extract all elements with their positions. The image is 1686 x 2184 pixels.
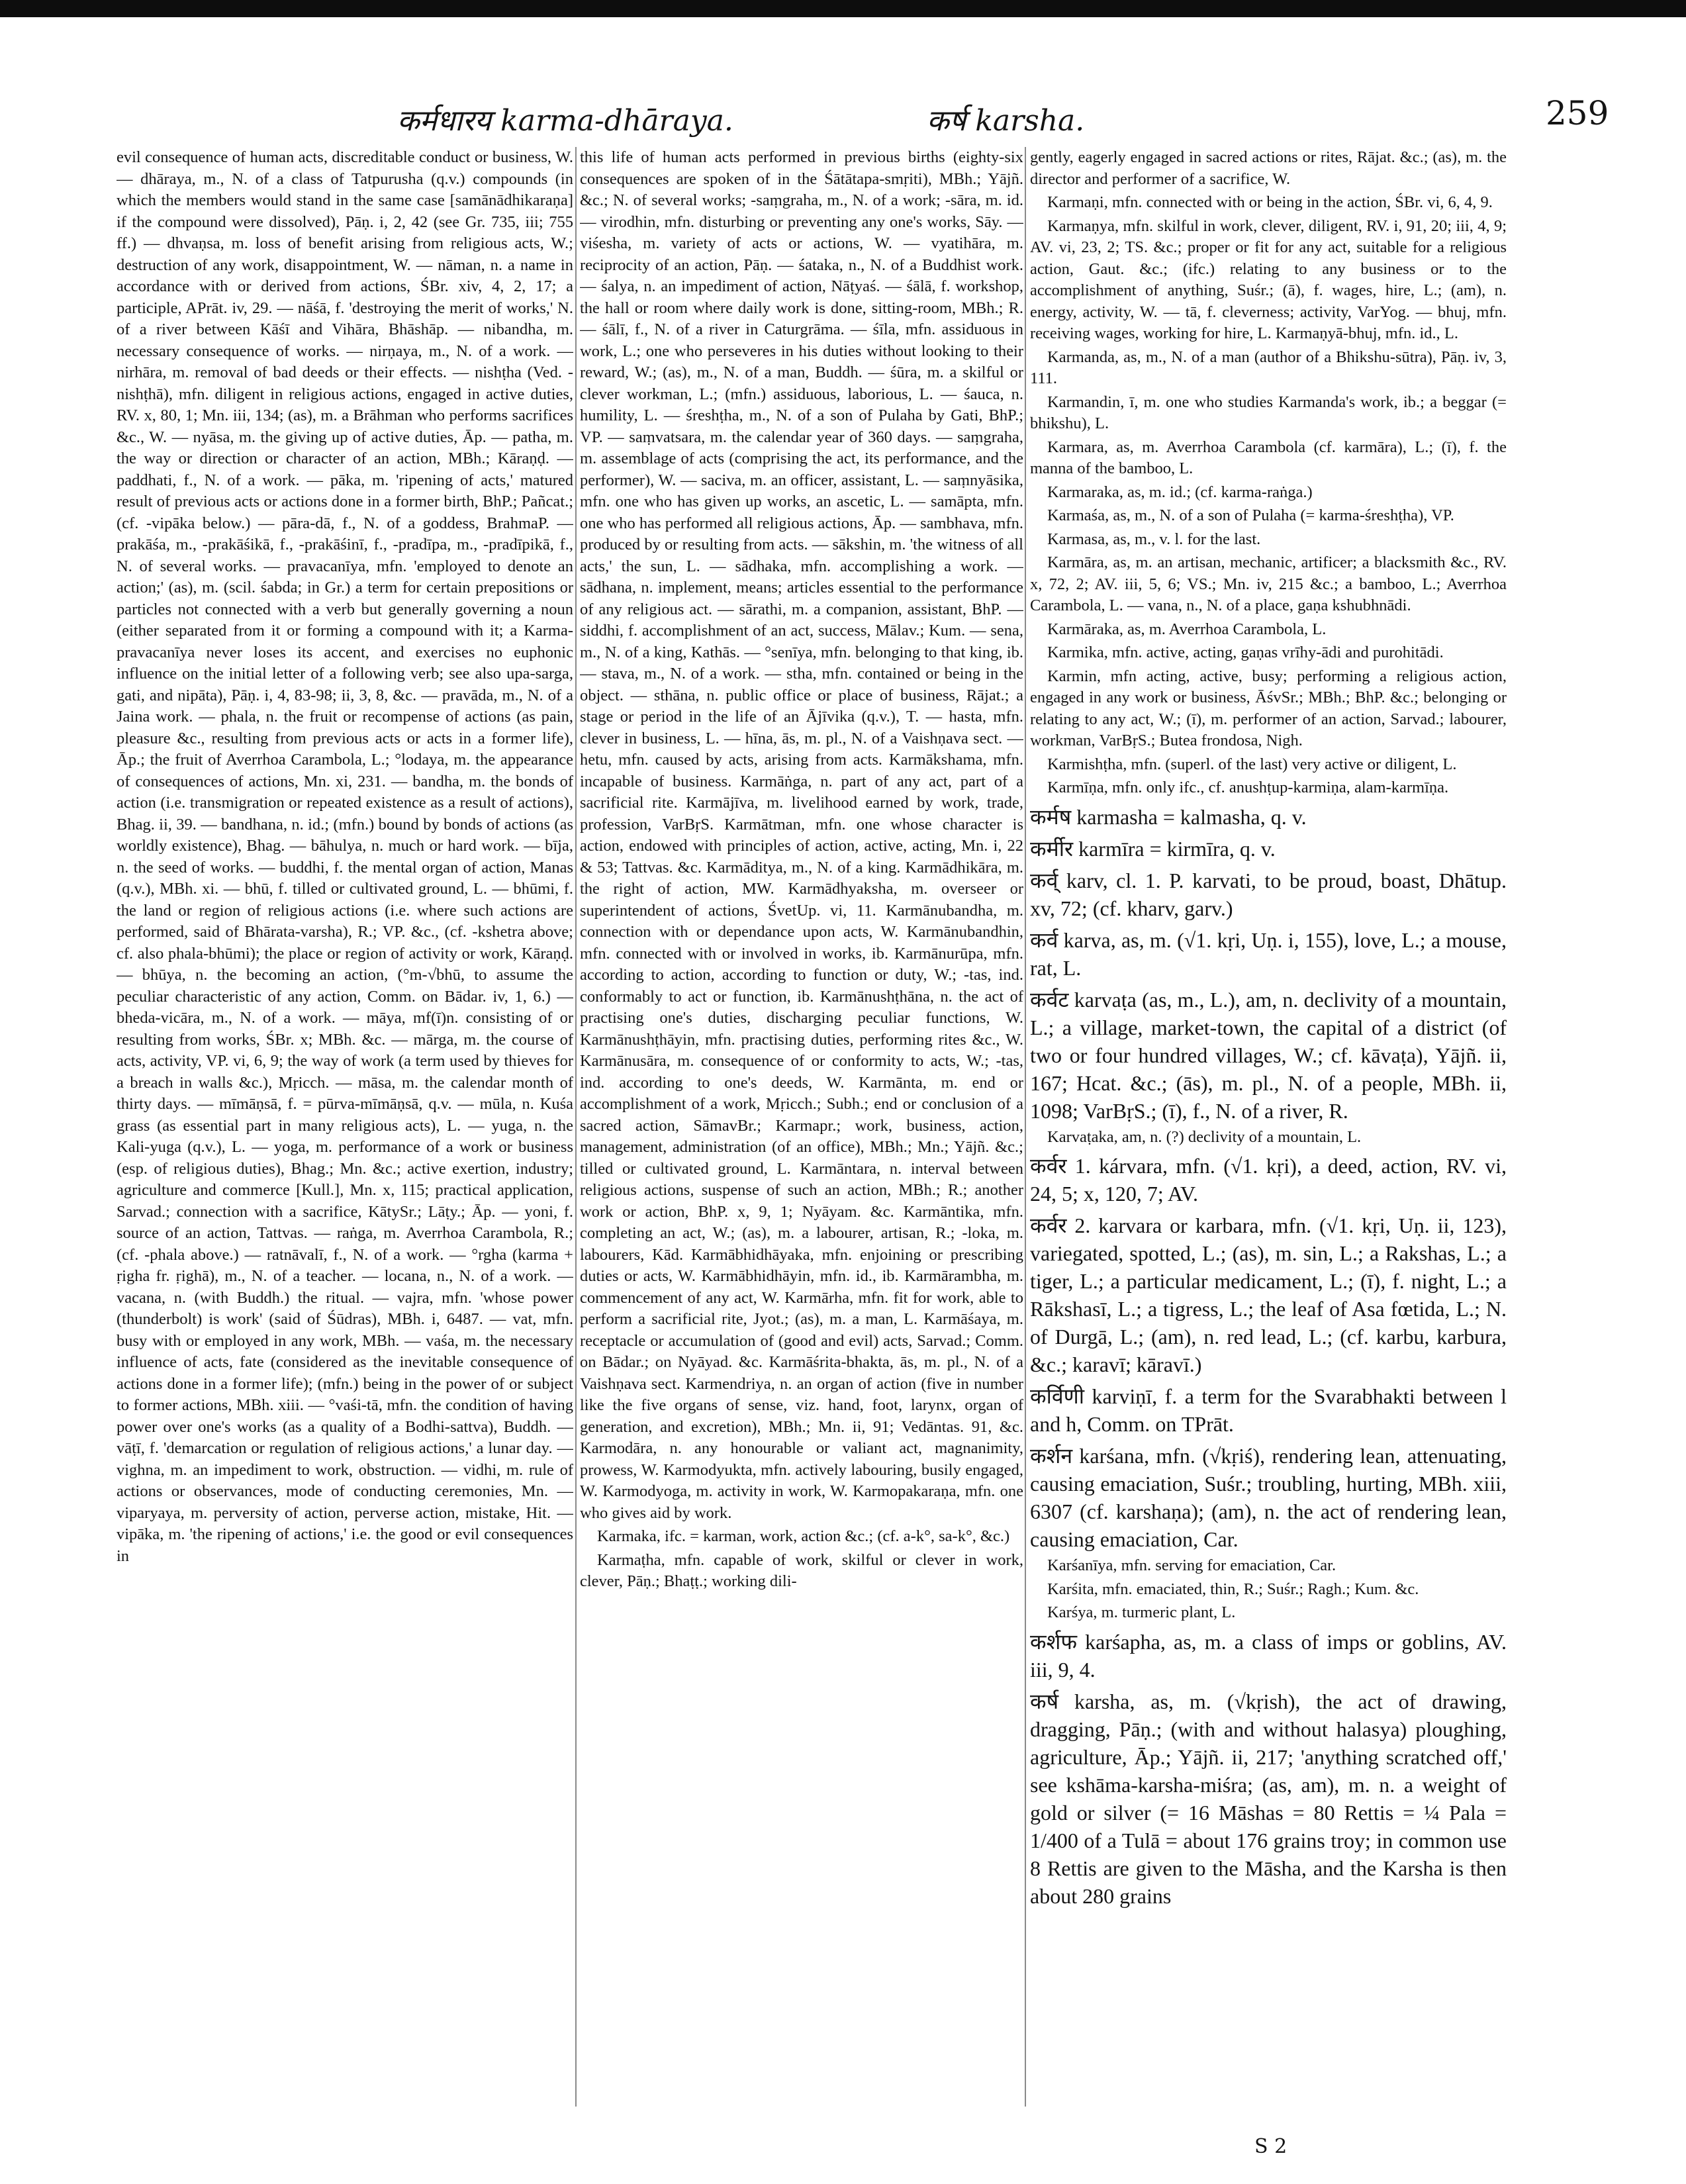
entry-paragraph: Karmin, mfn acting, active, busy; performing a religious action, engaged in any work or business, ĀśvSr.; MBh.; BhP. &c.; belonging or relating to any act, W.; (ī), m. performer of an action, Sarvad.; labourer, workman, VarBṛS.; Butea frondosa, Nigh. [1030, 667, 1507, 749]
main-entry: कर्विणी karviṇī, f. a term for the Svarabhakti between l and h, Comm. on TPrāt. [1030, 1384, 1507, 1436]
page-header [0, 94, 1686, 146]
entry-paragraph: Karmīṇa, mfn. only ifc., cf. anushṭup-karmiṇa, alam-karmīṇa. [1047, 779, 1449, 796]
column-3 [1030, 147, 1507, 2120]
entry-paragraph: this life of human acts performed in previous births (eighty-six consequences are spoken of in the Śātātapa-smṛiti), MBh.; Yājñ. &c.; N. of several works; -saṃgraha, m., N. of a work; -sāra, m. id. — virodhin, mfn. disturbing or preventing any one's works, Sāy. — viśesha, m. variety of acts or actions, W. — vyatihāra, m. reciprocity of an action, Pāṇ. — śataka, n., N. of a Buddhist work. — śalya, n. an impediment of action, Nāṭyaś. — śālā, f. workshop, the hall or room where daily work is done, sitting-room, MBh.; R. — śālī, f., N. of a river in Caturgrāma. — śīla, mfn. assiduous in work, L.; one who perseveres in his duties without looking to their reward, W.; (as), m., N. of a man, Buddh. — śūra, m. a skilful or clever workman, L.; (mfn.) assiduous, laborious, L. — śauca, n. humility, L. — śreshṭha, m., N. of a son of Pulaha by Gati, BhP.; VP. — saṃvatsara, m. the calendar year of 360 days. — saṃgraha, m. assemblage of acts (comprising the act, its performance, and the performer), W. — saciva, m. an officer, assistant, L. — saṃnyāsika, mfn. one who has given up works, an ascetic, L. — samāpta, mfn. one who has performed all religious actions, Āp. — sambhava, mfn. produced by or resulting from acts. — sākshin, m. 'the witness of all acts,' the sun, L. — sādhaka, mfn. accomplishing a work. — sādhana, n. implement, means; articles essential to the performance of any religious act. — sārathi, m. a companion, assistant, BhP. — siddhi, f. accomplishment of an act, success, Mālav.; Kum. — sena, m., N. of a king, Kathās. — °senīya, mfn. belonging to that king, ib. — stava, m., N. of a work. — stha, mfn. contained or being in the object. — sthāna, n. public office or place of business, Rājat.; a stage or period in the life of an Ājīvika (q.v.), T. — hasta, mfn. clever in business, L. — hīna, ās, m. pl., N. of a Vaishṇava sect. — hetu, mfn. caused by acts, arising from acts. Karmākshama, mfn. incapable of business. Karmāṅga, n. part of any act, part of a sacrificial rite. Karmājīva, m. livelihood earned by work, trade, profession, VarBṛS. Karmātman, mfn. one whose character is action, endowed with principles of action, active, acting, Mn. i, 22 & 53; Tattvas. &c. Karmāditya, m., N. of a king. Karmādhikāra, m. the right of action, MW. Karmādhyaksha, m. overseer or superintendent of actions, ŚvetUp. vi, 11. Karmānubandha, m. connection with or dependance upon acts, W. Karmānubandhin, mfn. connected with or involved in works, ib. Karmānurūpa, mfn. according to action, according to function or duty, W.; -tas, ind. conformably to act or function, ib. Karmānushṭhāna, n. the act of practising one's duties, discharging peculiar functions, W. Karmānushṭhāyin, mfn. practising duties, performing rites &c., W. Karmānusāra, m. consequence of or conformity to acts, W.; -tas, ind. according to one's deeds, W. Karmānta, m. end or accomplishment of a work, Mṛicch.; Subh.; end or conclusion of a sacred action, SāmavBr.; Karmapr.; work, business, action, management, administration (of an office), MBh.; Mn.; Yājñ. &c.; tilled or cultivated ground, L. Karmāntara, n. interval between religious actions, suspense of such an action, MBh.; R.; another work or action, BhP. x, 9, 1; Nyāyam. &c. Karmāntika, mfn. completing an act, W.; (as), m. a labourer, artisan, R.; -loka, m. labourers, Kād. Karmābhidhāyaka, mfn. enjoining or prescribing duties or acts, W. Karmābhidhāyin, mfn. id., ib. Karmārambha, m. commencement of any act, W. Karmārha, mfn. fit for work, able to perform a sacrificial rite, Jyot.; (as), m. a man, L. Karmāśaya, m. receptacle or accumulation of (good and evil) acts, Sarvad.; Comm. on Bādar.; on Nyāyad. &c. Karmāśrita-bhakta, ās, m. pl., N. of a Vaishṇava sect. Karmendriya, n. an organ of action (five in number like the five organs of sense, viz. hand, foot, larynx, organ of generation, and excretion), MBh.; Mn. ii, 91; Vedāntas. 91, &c. Karmodāra, n. any honourable or valiant act, magnanimity, prowess, W. Karmodyukta, mfn. actively labouring, busily engaged, W. Karmodyoga, m. activity in work, W. Karmopakaraṇa, mfn. one who gives aid by work. [580, 148, 1023, 1522]
main-entry: कर्ष karsha, as, m. (√kṛish), the act of drawing, dragging, Pāṇ.; (with and without halasya) ploughing, agriculture, Āp.; Yājñ. ii, 217; 'anything scratched off,' see kshāma-karsha-miśra; (as, am), m. n. a weight of gold or silver (= 16 Māshas = 80 Rettis = ¼ Pala = 1/400 of a Tulā = about 176 grains troy; in common use 8 Rettis are given to the Māsha, and the Karsha is then about 280 grains [1030, 1689, 1507, 1908]
entry-paragraph: Karmika, mfn. active, acting, gaṇas vrīhy-ādi and purohitādi. [1047, 643, 1444, 661]
entry-paragraph: gently, eagerly engaged in sacred actions or rites, Rājat. &c.; (as), m. the director and performer of a sacrifice, W. [1030, 148, 1507, 188]
entry-paragraph: Karmanda, as, m., N. of a man (author of a Bhikshu-sūtra), Pāṇ. iv, 3, 111. [1030, 348, 1507, 387]
entry-paragraph: Karmandin, ī, m. one who studies Karmanda's work, ib.; a beggar (= bhikshu), L. [1030, 393, 1507, 432]
entry-paragraph: Karśita, mfn. emaciated, thin, R.; Suśr.; Ragh.; Kum. &c. [1047, 1580, 1419, 1598]
main-entry: कर्वट karvaṭa (as, m., L.), am, n. declivity of a mountain, L.; a village, market-town, the capital of a district (of two or four hundred villages, W.; cf. kāvaṭa), Yājñ. ii, 167; Hcat. &c.; (ās), m. pl., N. of a people, MBh. ii, 1098; VarBṛS.; (ī), f., N. of a river, R. [1030, 987, 1507, 1123]
column-1 [117, 147, 573, 2120]
main-entry: कर्शफ karśapha, as, m. a class of imps or goblins, AV. iii, 9, 4. [1030, 1629, 1507, 1682]
page-number: 259 [1546, 94, 1609, 132]
column-rule-1 [575, 147, 577, 2107]
entry-paragraph: Karmaraka, as, m. id.; (cf. karma-raṅga.) [1047, 483, 1313, 501]
main-entry: कर्मष karmasha = kalmasha, q. v. [1030, 804, 1307, 829]
running-head-center: कर्ष karsha. [927, 104, 1085, 138]
entry-paragraph: Karmaṇi, mfn. connected with or being in the action, ŚBr. vi, 6, 4, 9. [1047, 193, 1493, 211]
entry-paragraph: Karvaṭaka, am, n. (?) declivity of a mountain, L. [1047, 1127, 1362, 1146]
entry-paragraph: Karmara, as, m. Averrhoa Carambola (cf. karmāra), L.; (ī), f. the manna of the bamboo, L. [1030, 438, 1507, 477]
entry-paragraph: Karmaṭha, mfn. capable of work, skilful or clever in work, clever, Pāṇ.; Bhaṭṭ.; working dili- [580, 1550, 1023, 1590]
scan-top-edge [0, 0, 1686, 17]
main-entry: कर्व् karv, cl. 1. P. karvati, to be proud, boast, Dhātup. xv, 72; (cf. kharv, garv.) [1030, 868, 1507, 920]
main-entry: कर्व karva, as, m. (√1. kṛi, Uṇ. i, 155), love, L.; a mouse, rat, L. [1030, 927, 1507, 980]
main-entry: कर्वर 1. kárvara, mfn. (√1. kṛi), a deed, action, RV. vi, 24, 5; x, 120, 7; AV. [1030, 1154, 1507, 1206]
main-entry: कर्वर 2. karvara or karbara, mfn. (√1. kṛi, Uṇ. ii, 123), variegated, spotted, L.; (as), m. sin, L.; a Rakshas, L.; a tiger, L.; a particular medicament, L.; (ī), f. night, L.; a Rākshasī, L.; a tigress, L.; the leaf of Asa fœtida, L.; N. of Durgā, L.; (am), n. red lead, L.; (cf. karbu, karbura, &c.; karavī; kāravī.) [1030, 1213, 1507, 1376]
entry-paragraph: Karmishṭha, mfn. (superl. of the last) very active or diligent, L. [1047, 755, 1457, 773]
running-head-left: कर्मधारय karma-dhāraya. [397, 104, 733, 138]
entry-paragraph: Karmāraka, as, m. Averrhoa Carambola, L. [1047, 620, 1327, 638]
main-entry: कर्मीर karmīra = kirmīra, q. v. [1030, 836, 1276, 861]
main-entry: कर्शन karśana, mfn. (√kṛiś), rendering lean, attenuating, causing emaciation, Suśr.; troubling, hurting, MBh. xiii, 6307 (cf. karshaṇa); (am), n. the act of rendering lean, causing emaciation, Car. [1030, 1444, 1507, 1551]
entry-paragraph: Karmaka, ifc. = karman, work, action &c.; (cf. a-k°, sa-k°, &c.) [597, 1527, 1010, 1545]
entry-paragraph: Karmaṇya, mfn. skilful in work, clever, diligent, RV. i, 91, 20; iii, 4, 9; AV. vi, 23, 2; TS. &c.; proper or fit for any act, suitable for a religious action, Gaut. &c.; (ifc.) relating to any business or to the accomplishment of anything, Suśr.; (ā), f. wages, hire, L.; (am), n. energy, activity, W. — tā, f. cleverness; activity, VarYog. — bhuj, mfn. receiving wages, working for hire, L. Karmaṇyā-bhuj, mfn. id., L. [1030, 216, 1507, 342]
column-2 [580, 147, 1023, 2120]
signature-mark: S 2 [1254, 2135, 1288, 2158]
entry-paragraph: Karmaśa, as, m., N. of a son of Pulaha (= karma-śreshṭha), VP. [1047, 506, 1454, 524]
entry-paragraph: Karśya, m. turmeric plant, L. [1047, 1603, 1236, 1621]
column-rule-2 [1025, 147, 1026, 2107]
entry-paragraph: Karmasa, as, m., v. l. for the last. [1047, 530, 1261, 548]
entry-paragraph: Karmāra, as, m. an artisan, mechanic, artificer; a blacksmith &c., RV. x, 72, 2; AV. iii, 5, 6; VS.; Mn. iv, 215 &c.; a bamboo, L.; Averrhoa Carambola, L. — vana, n., N. of a place, gaṇa kshubhnādi. [1030, 553, 1507, 614]
entry-paragraph: Karśanīya, mfn. serving for emaciation, Car. [1047, 1556, 1336, 1574]
entry-paragraph: evil consequence of human acts, discreditable conduct or business, W. — dhāraya, m., N. of a class of Tatpurusha (q.v.) compounds (in which the members would stand in the same case [samānādhikaraṇa] if the compound were dissolved), Pāṇ. i, 2, 42 (see Gr. 735, iii; 755 ff.) — dhvaṇsa, m. loss of benefit arising from religious acts, W.; destruction of any work, disappointment, W. — nāman, n. a name in accordance with or derived from actions, ŚBr. xiv, 4, 2, 17; a participle, APrāt. iv, 29. — nāśā, f. 'destroying the merit of works,' N. of a river between Kāśī and Vihāra, Bhāshāp. — nibandha, m. necessary consequence of works. — nirṇaya, m., N. of a work. — nirhāra, m. removal of bad deeds or their effects. — nishṭha (Ved. -nishṭhā), mfn. diligent in religious actions, engaged in active duties, RV. x, 80, 1; Mn. iii, 134; (as), m. a Brāhman who performs sacrifices &c., W. — nyāsa, m. the giving up of active duties, Āp. — patha, m. the way or direction or character of an action, MBh.; Kāraṇḍ. — paddhati, f., N. of a work. — pāka, m. 'ripening of acts,' matured result of previous acts or actions done in a former birth, BhP.; Pañcat.; (cf. -vipāka below.) — pāra-dā, f., N. of a goddess, BrahmaP. — prakāśa, m., -prakāśikā, f., -prakāśinī, f., -pradīpa, m., -pradīpikā, f., N. of several works. — pravacanīya, mfn. 'employed to denote an action;' (as), m. (scil. śabda; in Gr.) a term for certain prepositions or particles not connected with a verb but generally governing a noun (either separated from it or forming a compound with it; a Karma-pravacanīya never loses its accent, and exercises no euphonic influence on the initial letter of a following verb; see also upa-sarga, gati, and nipāta), Pāṇ. i, 4, 83-98; ii, 3, 8, &c. — pravāda, m., N. of a Jaina work. — phala, n. the fruit or recompense of actions (as pain, pleasure &c., resulting from previous acts or acts in a former life), Āp.; the fruit of Averrhoa Carambola, L.; °lodaya, m. the appearance of consequences of actions, Mn. xi, 231. — bandha, m. the bonds of action (i.e. transmigration or repeated existence as a result of actions), Bhag. ii, 39. — bandhana, n. id.; (mfn.) bound by bonds of actions (as worldly existence), Bhag. — bāhulya, n. much or hard work. — bīja, n. the seed of works. — buddhi, f. the mental organ of action, Manas (q.v.), MBh. xi. — bhū, f. tilled or cultivated ground, L. — bhūmi, f. the land or region of religious actions (i.e. where such actions are performed, said of Bhārata-varsha), R.; VP. &c., (cf. -kshetra above; cf. also phala-bhūmi); the place or region of activity or work, Kāraṇḍ. — bhūya, n. the becoming an action, (°m-√bhū, to assume the peculiar characteristic of any action, Comm. on Bādar. iv, 1, 6.) — bheda-vicāra, m., N. of a work. — māya, mf(ī)n. consisting of or resulting from works, ŚBr. x; MBh. &c. — mārga, m. the course of acts, activity, VP. vi, 6, 9; the way of work (a term used by thieves for a breach in walls &c.), Mṛicch. — māsa, m. the calendar month of thirty days. — mīmāṇsā, f. = pūrva-mīmāṇsā, q.v. — mūla, n. Kuśa grass (as essential part in many religious acts), L. — yuga, n. the Kali-yuga (q.v.), L. — yoga, m. performance of a work or business (esp. of religious duties), Bhag.; Mn. &c.; active exertion, industry; agriculture and commerce [Kull.], Mn. x, 115; practical application, Sarvad.; connection with a sacrifice, KātySr.; Lāṭy.; Āp. — yoni, f. source of an action, Tattvas. — raṅga, m. Averrhoa Carambola, R.; (cf. -phala above.) — ratnāvalī, f., N. of a work. — °rgha (karma + ṛigha fr. ṛighā), m., N. of a teacher. — locana, n., N. of a work. — vacana, n. (with Buddh.) the ritual. — vajra, mfn. 'whose power (thunderbolt) is work' (said of Śūdras), MBh. i, 6487. — vat, mfn. busy with or employed in any work, MBh. — vaśa, m. the necessary influence of acts, fate (considered as the inevitable consequence of actions done in a former life); (mfn.) being in the power of or subject to former actions, MBh. xiii. — °vaśi-tā, mfn. the condition of having power over one's works (as a quality of a Bodhi-sattva), Buddh. — vāṭī, f. 'demarcation or regulation of religious actions,' a lunar day. — vighna, m. an impediment to work, obstruction. — vidhi, m. rule of actions or observances, mode of conducting ceremonies, Mn. — viparyaya, m. perversity of action, perverse action, mistake, Hit. — vipāka, m. 'the ripening of actions,' i.e. the good or evil consequences in [117, 148, 573, 1565]
